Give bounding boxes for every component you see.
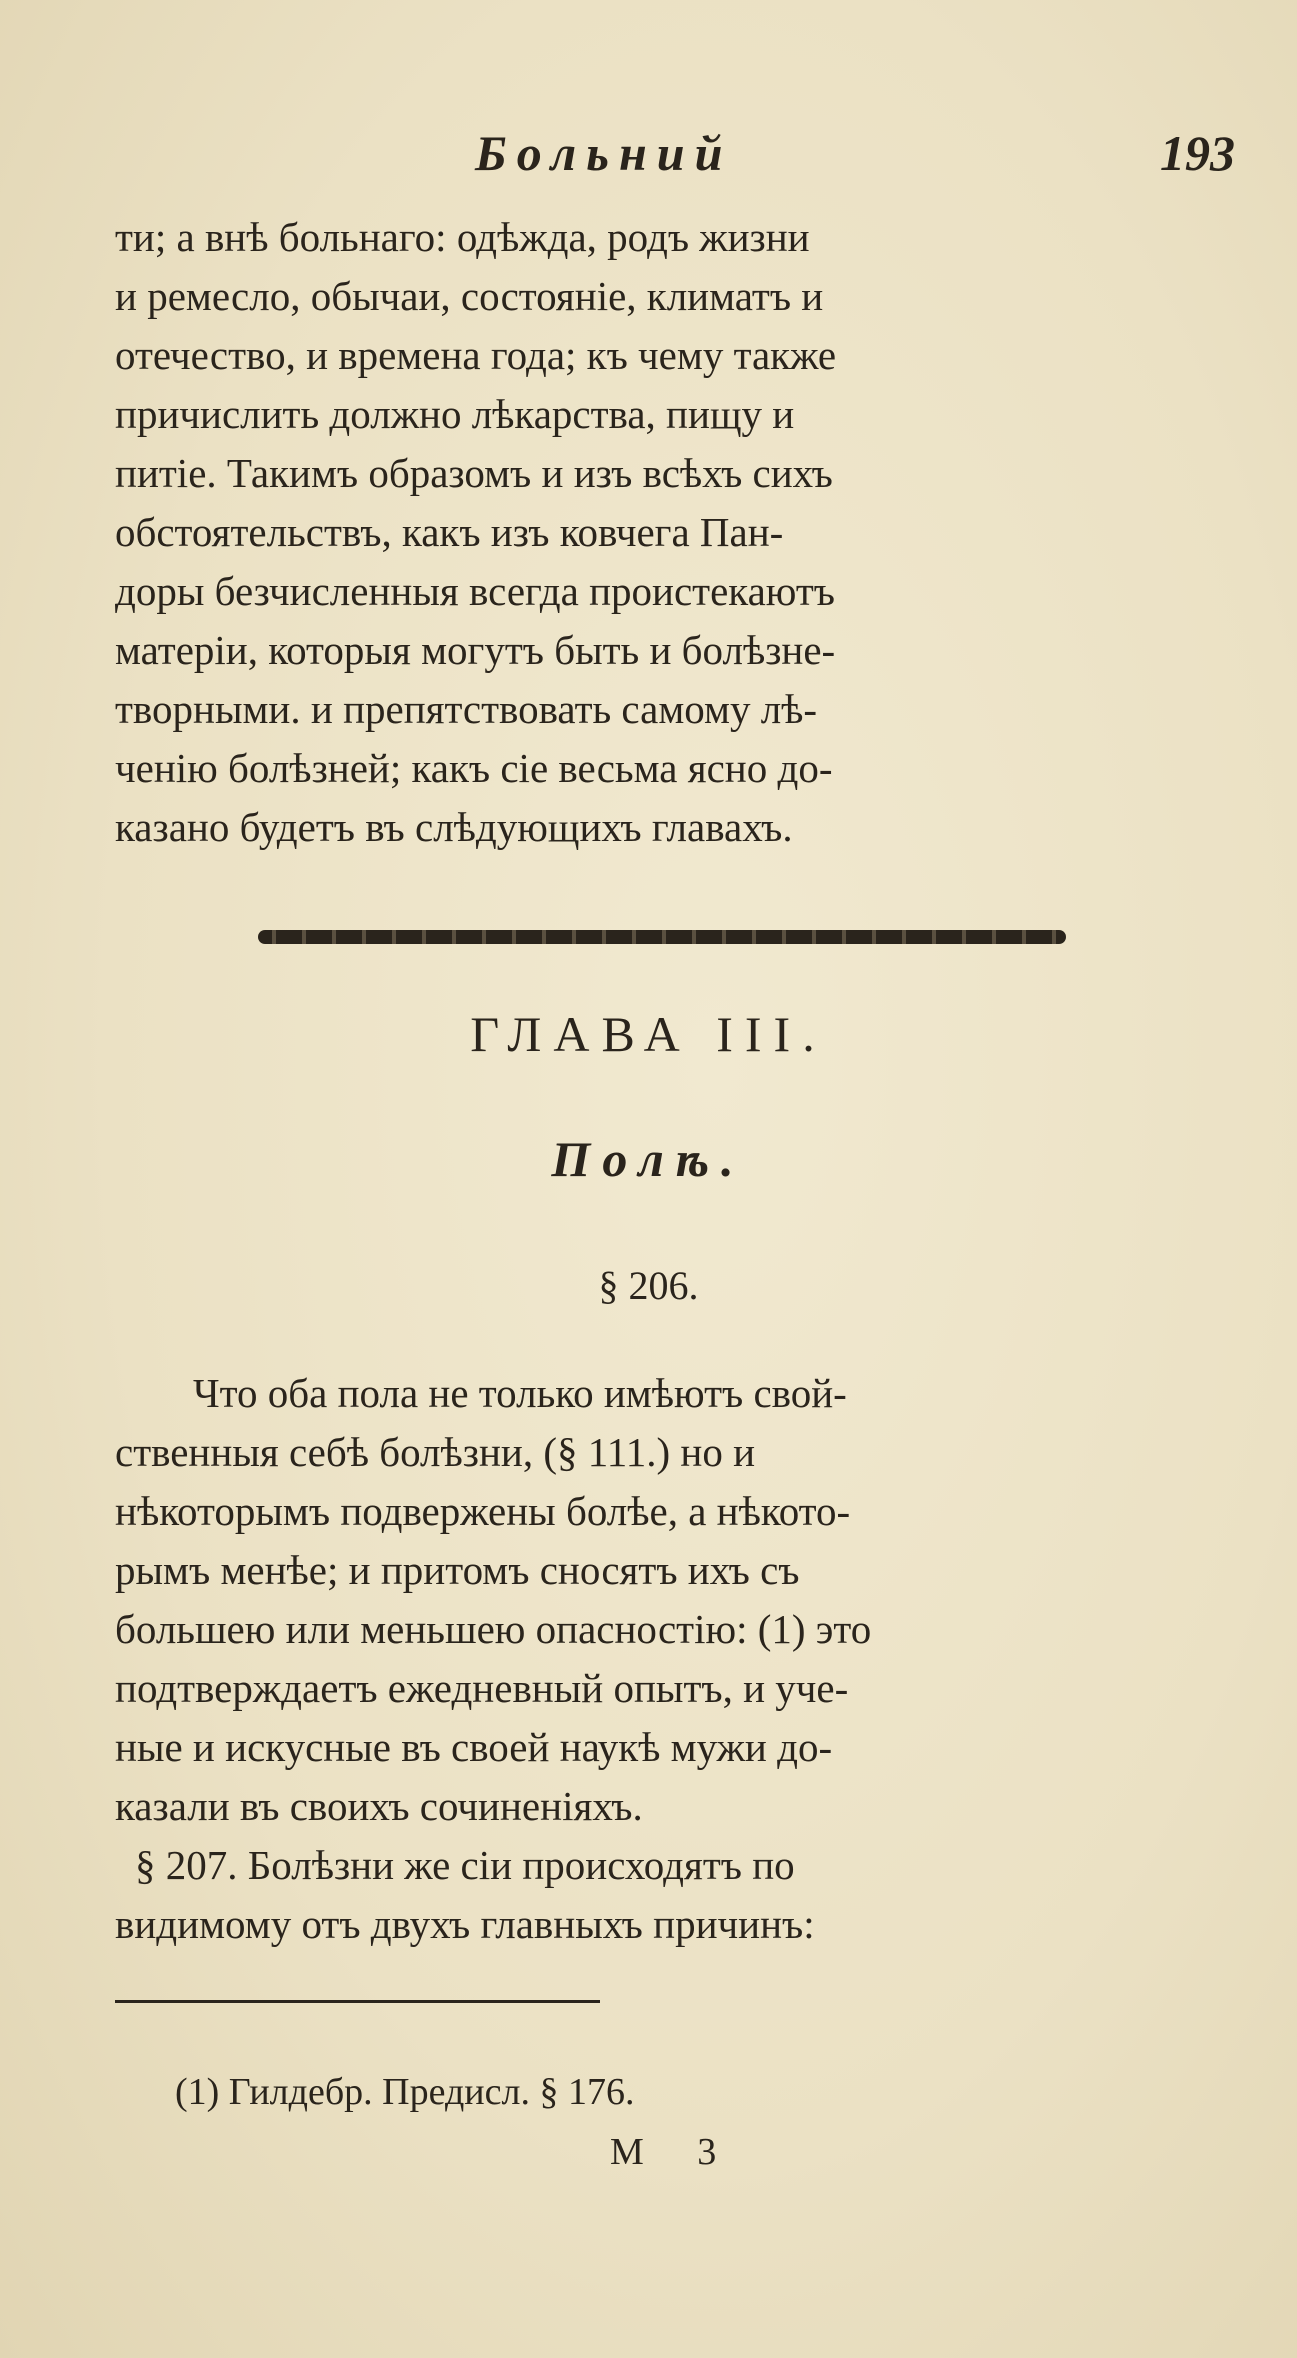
text-line: Что оба пола не только имѣютъ свой- [193,1370,847,1416]
running-title: Больний [475,125,733,181]
text-line: доры безчисленныя всегда проистекаютъ [115,568,836,614]
text-line: § 207. Болѣзни же сiи происходятъ по [135,1842,795,1888]
text-line: отечество, и времена года; къ чему также [115,332,837,378]
paragraph-section [115,1364,1235,1954]
text-line: ные и искусные въ своей наукѣ мужи до- [115,1724,833,1770]
text-line: видимому отъ двухъ главныхъ причинъ: [115,1901,815,1947]
text-line: и ремесло, обычаи, состоянie, климатъ и [115,273,824,319]
text-line: ти; а внѣ больнаго: одѣжда, родъ жизни [115,214,810,260]
text-line: творными. и препятствовать самому лѣ- [115,686,818,732]
page-number: 193 [1160,125,1235,181]
page-header [115,118,1235,188]
printer-signature: М 3 [610,2131,739,2173]
footnote: (1) Гилдебр. Предисл. § 176. [175,2071,635,2113]
text-line: казано будетъ въ слѣдующихъ главахъ. [115,804,793,850]
section-number: § 206. [598,1263,699,1308]
text-line: рымъ менѣе; и притомъ сносятъ ихъ съ [115,1547,800,1593]
paragraph-continued [115,208,1235,857]
text-line: обстоятельствъ, какъ изъ ковчега Пан- [115,509,784,555]
text-line: казали въ своихъ сочиненiяхъ. [115,1783,643,1829]
text-line: матерiи, которыя могутъ быть и болѣзне- [115,627,836,673]
text-line: большею или меньшею опасностiю: (1) это [115,1606,872,1652]
text-line: ченiю болѣзней; какъ сie весьма ясно до- [115,745,833,791]
text-line: причислить должно лѣкарства, пищу и [115,391,795,437]
text-line: питie. Такимъ образомъ и изъ всѣхъ сихъ [115,450,833,496]
text-line: нѣкоторымъ подвержены болѣе, а нѣкото- [115,1488,851,1534]
text-line: подтверждаетъ ежедневный опытъ, и уче- [115,1665,849,1711]
chapter-title: Полѣ. [551,1131,746,1187]
ornamental-rule [258,930,1066,944]
footnote-divider [115,2000,600,2003]
text-line: ственныя себѣ болѣзни, (§ 111.) но и [115,1429,756,1475]
chapter-heading: ГЛАВА III. [470,1006,827,1062]
